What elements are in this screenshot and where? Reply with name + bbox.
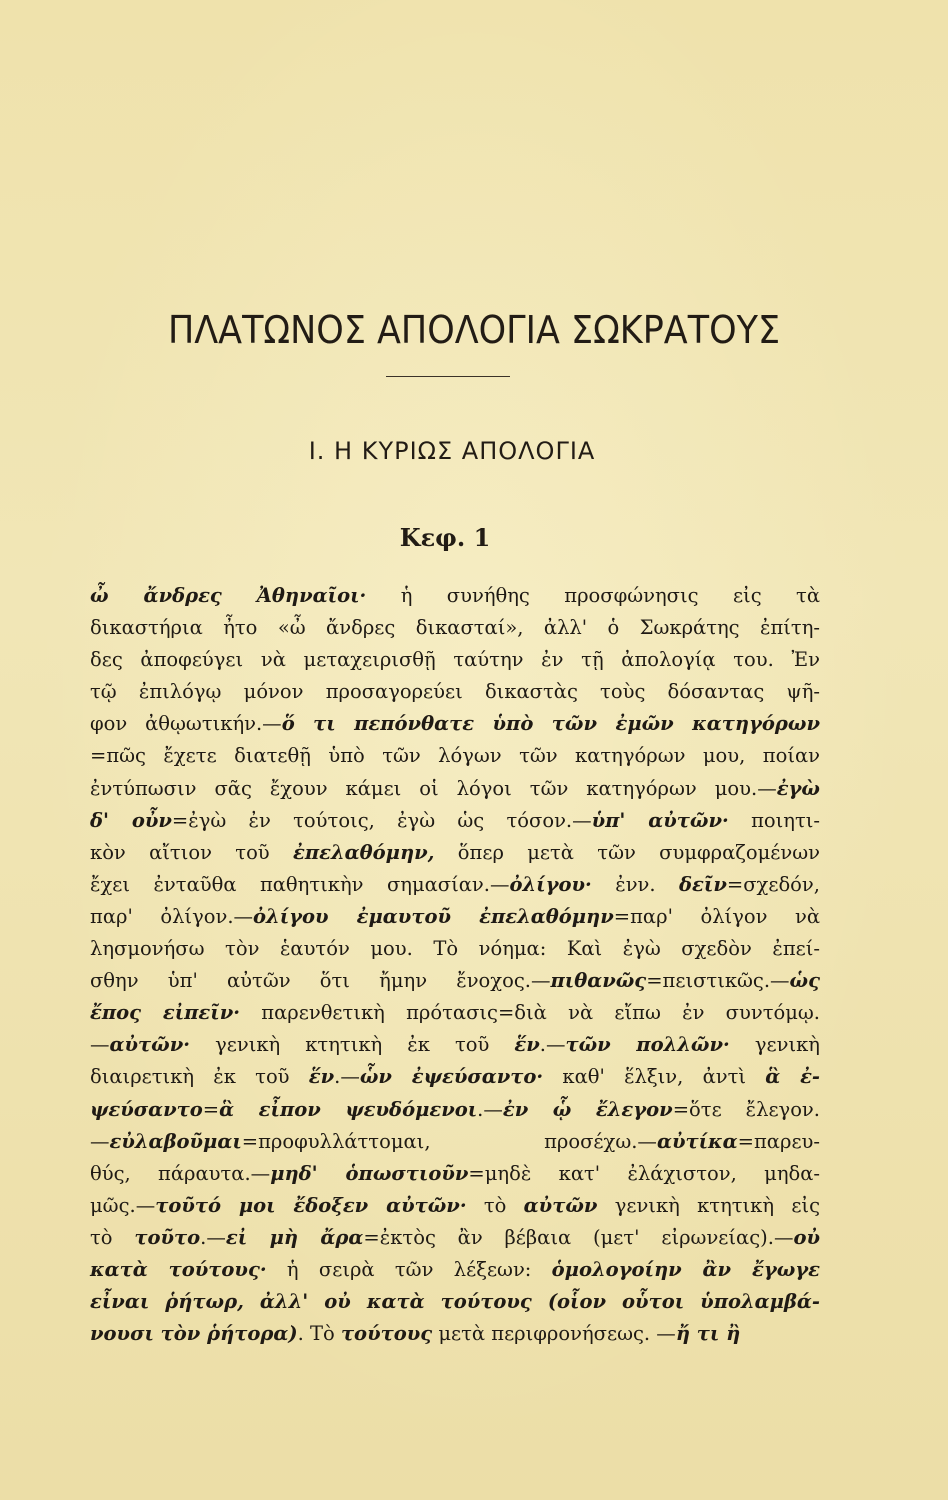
text-line	[90, 869, 820, 901]
gloss-text: =πῶς ἔχετε διατεθῇ ὑπὸ τῶν λόγων τῶν κατηγόρων μου, ποίαν	[90, 744, 820, 768]
lemma-text: ὅ τι πεπόνθατε ὑπὸ τῶν ἐμῶν κατηγόρων	[281, 712, 820, 736]
gloss-text: τῷ ἐπιλόγῳ μόνον προσαγορεύει δικαστὰς τοὺς δόσαντας ψῆ-	[90, 680, 820, 704]
lemma-text: ὡς	[789, 969, 820, 993]
gloss-text: ἔχει ἐνταῦθα παθητικὴν σημασίαν.—	[90, 872, 510, 896]
gloss-text: ἡ συνήθης προσφώνησις εἰς τὰ	[366, 584, 820, 607]
lemma-text: αὐτῶν	[523, 1193, 598, 1217]
text-line	[90, 933, 820, 965]
gloss-text: παρενθετικὴ πρότασις=διὰ νὰ εἴπω ἐν συντόμῳ.	[240, 1001, 820, 1025]
gloss-text: τὸ	[90, 1225, 135, 1249]
text-line	[90, 1190, 820, 1222]
lemma-text: ἐγὼ	[776, 776, 820, 800]
gloss-text: =προφυλλάττομαι, προσέχω.—	[241, 1129, 657, 1153]
text-line	[90, 773, 820, 805]
lemma-text: πιθανῶς	[550, 969, 647, 993]
gloss-text: =	[202, 1097, 220, 1121]
text-line	[90, 1318, 820, 1350]
lemma-text: εἶναι ῥήτωρ, ἀλλ' οὐ κατὰ τούτους (οἷον οὗτοι ὑπολαμβά-	[90, 1290, 820, 1314]
text-line	[90, 1222, 820, 1254]
lemma-text: τούτους	[340, 1322, 433, 1346]
gloss-text: ἡ σειρὰ τῶν λέξεων:	[266, 1257, 552, 1281]
lemma-text: ἐπελαθόμην,	[293, 840, 435, 864]
gloss-text: φον ἀθῳωτικήν.—	[90, 712, 282, 736]
gloss-text: δες ἀποφεύγει νὰ μεταχειρισθῇ ταύτην ἐν τῇ ἀπολογίᾳ του. Ἐν	[90, 648, 820, 672]
gloss-text: λησμονήσω τὸν ἑαυτόν μου. Τὸ νόημα: Καὶ ἐγὼ σχεδὸν ἐπεί-	[90, 937, 820, 961]
gloss-text: ἐνν.	[591, 872, 680, 896]
gloss-text: παρ' ὀλίγον.—	[90, 904, 254, 928]
gloss-text: .—	[334, 1065, 360, 1089]
text-line	[90, 612, 820, 644]
lemma-text: αὐτίκα	[656, 1129, 738, 1153]
gloss-text: =ἐγὼ ἐν τούτοις, ἐγὼ ὡς τόσον.—	[171, 808, 592, 832]
gloss-text: .—	[539, 1033, 566, 1057]
lemma-text: ἃ εἶπον ψευδόμενοι	[219, 1097, 478, 1121]
title-divider	[386, 376, 510, 377]
lemma-text: ἔπος εἰπεῖν·	[90, 1001, 241, 1025]
commentary-text	[90, 580, 820, 1350]
lemma-text: ὀλίγου·	[509, 872, 592, 896]
lemma-text: αὐτῶν·	[109, 1033, 191, 1057]
gloss-text: .—	[200, 1225, 226, 1249]
gloss-text: σθην ὑπ' αὐτῶν ὅτι ἤμην ἔνοχος.—	[90, 969, 551, 993]
gloss-text: .—	[477, 1097, 503, 1121]
lemma-text: τοῦτο	[134, 1225, 201, 1249]
gloss-text: καθ' ἕλξιν, ἀντὶ	[543, 1065, 766, 1089]
lemma-text: εἰ μὴ ἄρα	[225, 1225, 364, 1249]
chapter-heading: Κεφ. 1	[399, 523, 491, 552]
text-line	[90, 708, 820, 740]
gloss-text: κὸν αἴτιον τοῦ	[90, 840, 293, 864]
gloss-text: =πειστικῶς.—	[646, 969, 790, 993]
lemma-text: δ' οὖν	[90, 808, 172, 832]
gloss-text: =παρ' ὀλίγον νὰ	[613, 904, 821, 928]
lemma-text: ὧν ἐψεύσαντο·	[359, 1065, 544, 1089]
gloss-text: —	[90, 1129, 110, 1153]
lemma-text: δεῖν	[679, 872, 727, 896]
lemma-text: κατὰ τούτους·	[90, 1257, 267, 1281]
lemma-text: ἐν ᾧ ἔλεγον	[502, 1097, 673, 1121]
text-line	[90, 965, 820, 997]
text-line	[90, 580, 820, 612]
gloss-text: ἐντύπωσιν σᾶς ἔχουν κάμει οἱ λόγοι τῶν κατηγόρων μου.—	[90, 776, 777, 800]
text-line	[90, 1254, 820, 1286]
gloss-text: γενικὴ κτητικὴ ἐκ τοῦ	[190, 1033, 515, 1057]
gloss-text: μῶς.—	[90, 1193, 156, 1217]
text-line	[90, 644, 820, 676]
gloss-text: γενικὴ κτητικὴ εἰς	[597, 1193, 820, 1217]
lemma-text: ἃ ἐ-	[765, 1065, 821, 1089]
lemma-text: ὀλίγου ἐμαυτοῦ ἐπελαθόμην	[253, 904, 614, 928]
text-line	[90, 1126, 820, 1158]
lemma-text: ψεύσαντο	[90, 1097, 203, 1121]
lemma-text: τῶν πολλῶν·	[565, 1033, 730, 1057]
lemma-text: ἕν	[514, 1033, 540, 1057]
lemma-text: τοῦτό μοι ἔδοξεν αὐτῶν·	[155, 1193, 467, 1217]
text-line	[90, 997, 820, 1029]
text-line	[90, 1029, 820, 1061]
text-line	[90, 740, 820, 772]
text-line	[90, 837, 820, 869]
text-line	[90, 1094, 820, 1126]
lemma-text: ἤ τι ἢ	[675, 1322, 741, 1346]
gloss-text: δικαστήρια ἦτο «ὦ ἄνδρες δικασταί», ἀλλ' ὁ Σωκράτης ἐπίτη-	[90, 616, 820, 640]
lemma-text: μηδ' ὁπωστιοῦν	[270, 1161, 469, 1185]
text-line	[90, 901, 820, 933]
gloss-text: τὸ	[466, 1193, 524, 1217]
lemma-text: ὦ ἄνδρες Ἀθηναῖοι·	[90, 584, 367, 607]
lemma-text: ὁμολογοίην ἂν ἔγωγε	[551, 1257, 820, 1281]
text-line	[90, 805, 820, 837]
lemma-text: ἕν	[308, 1065, 335, 1089]
lemma-text: ὑπ' αὐτῶν·	[591, 808, 729, 832]
gloss-text: =παρευ-	[737, 1129, 820, 1153]
gloss-text: —	[90, 1033, 110, 1057]
gloss-text: . Τὸ	[297, 1322, 341, 1346]
text-line	[90, 1286, 820, 1318]
gloss-text: =σχεδόν,	[726, 872, 820, 896]
gloss-text: =ἐκτὸς ἂν βέβαια (μετ' εἰρωνείας).—	[363, 1225, 794, 1249]
gloss-text: θύς, πάραυτα.—	[90, 1161, 271, 1185]
lemma-text: οὐ	[793, 1225, 820, 1249]
section-title: Ι. Η ΚΥΡΙΩΣ ΑΠΟΛΟΓΙΑ	[308, 437, 596, 465]
gloss-text: ὅπερ μετὰ τῶν συμφραζομένων	[434, 840, 820, 864]
gloss-text: =ὅτε ἔλεγον.	[672, 1097, 820, 1121]
book-title: ΠΛΑΤΩΝΟΣ ΑΠΟΛΟΓΙΑ ΣΩΚΡΑΤΟΥΣ	[167, 308, 781, 352]
gloss-text: =μηδὲ κατ' ἐλάχιστον, μηδα-	[468, 1161, 820, 1185]
text-line	[90, 1158, 820, 1190]
text-line	[90, 1061, 820, 1093]
gloss-text: γενικὴ	[729, 1033, 820, 1057]
gloss-text: ποιητι-	[728, 808, 820, 832]
lemma-text: εὐλαβοῦμαι	[109, 1129, 242, 1153]
gloss-text: μετὰ περιφρονήσεως. —	[432, 1322, 676, 1346]
lemma-text: νουσι τὸν ῥήτορα)	[90, 1322, 298, 1346]
text-line	[90, 676, 820, 708]
gloss-text: διαιρετικὴ ἐκ τοῦ	[90, 1065, 309, 1089]
